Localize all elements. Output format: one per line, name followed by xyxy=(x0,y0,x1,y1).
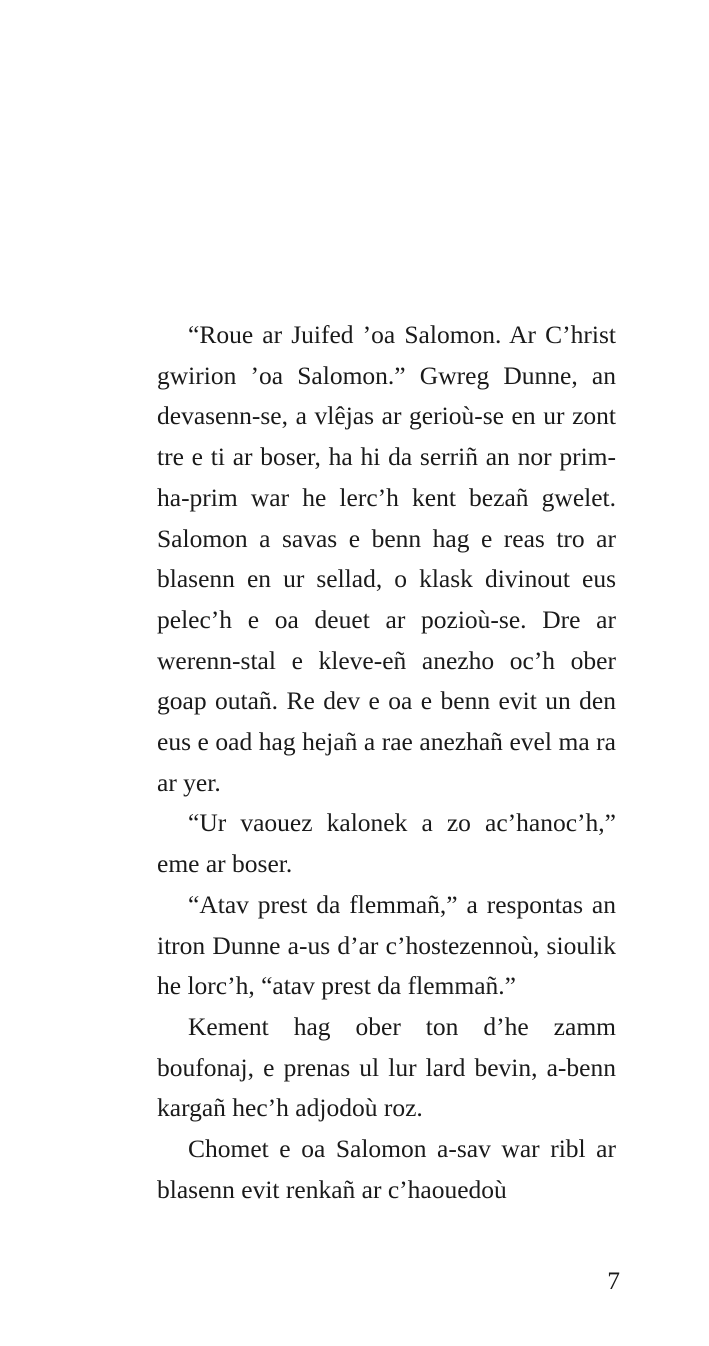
body-text xyxy=(157,315,616,1210)
paragraph: “Atav prest da flemmañ,” a respontas an itron Dunne a-us d’ar c’hostezennoù, sioulik he lorc’h, “atav prest da flemmañ.” xyxy=(157,889,616,1001)
paragraph: “Ur vaouez kalonek a zo ac’hanoc’h,” eme ar boser. xyxy=(157,808,616,879)
paragraph: Kement hag ober ton d’he zamm boufonaj, e prenas ul lur lard bevin, a-benn kargañ hec’h adjodoù roz. xyxy=(157,1011,616,1123)
paragraph: Chomet e oa Salomon a-sav war ribl ar blasenn evit renkañ ar c’haouedoù xyxy=(157,1134,616,1204)
page-number: 7 xyxy=(607,1266,620,1295)
paragraph: “Roue ar Juifed ’oa Salomon. Ar C’hrist gwirion ’oa Salomon.” Gwreg Dunne, an devasenn-se, a vlêjas ar gerioù-se en ur zont tre e ti ar boser, ha hi da serriñ an nor prim-ha-prim war he lerc’h kent bezañ gwelet. Salomon a savas e benn hag e reas tro ar blasenn en ur sellad, o klask divinout eus pelec’h e oa deuet ar pozioù-se. Dre ar werenn-stal e kleve-eñ anezho oc’h ober goap outañ. Re dev e oa e benn evit un den eus e oad hag hejañ a rae anezhañ evel ma ra ar yer. xyxy=(157,320,616,797)
